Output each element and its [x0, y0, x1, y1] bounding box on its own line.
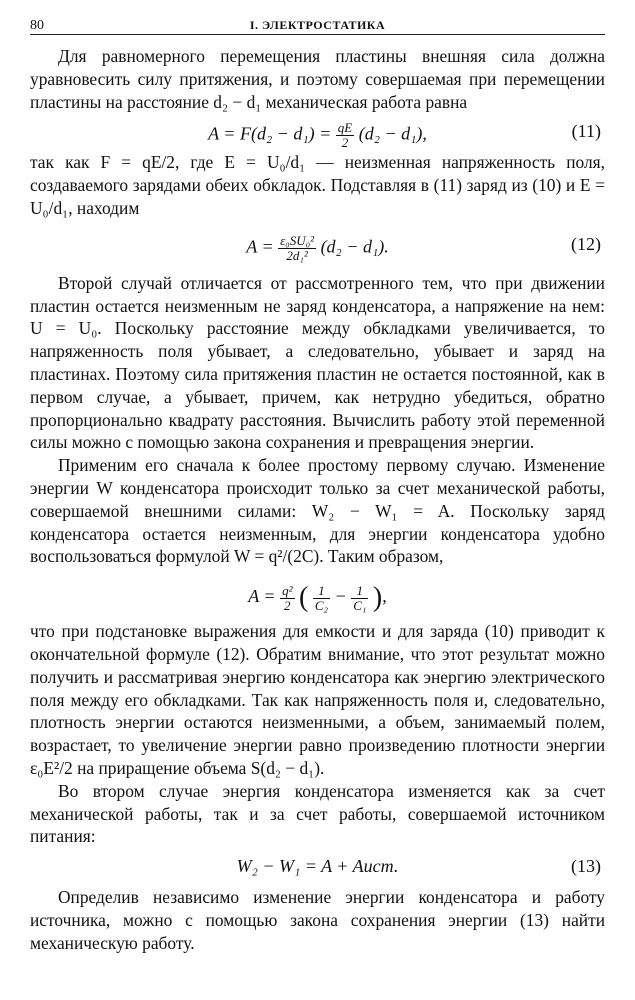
eqw-tail: , — [382, 586, 387, 607]
eqw-fraction-c2 — [313, 584, 330, 613]
left-paren: ( — [299, 582, 309, 614]
eqw-f2-num: 1 — [351, 584, 368, 599]
eqw-fraction-c1 — [351, 584, 368, 613]
equation-12-number: (12) — [571, 233, 601, 254]
right-paren: ) — [372, 582, 383, 614]
eqw-f2-den: C₁ — [353, 597, 367, 613]
eqw-lhs: A = — [248, 586, 276, 607]
eqw-fraction — [280, 584, 294, 613]
equation-12 — [30, 222, 605, 270]
eqw-f1-den: C₂ — [314, 597, 329, 613]
eq11-frac-den: 2 — [341, 135, 349, 151]
paragraph-7: Определив независимо изменение энергии конденсатора и работу источника, можно с помощью закона сохранения энергии (13) найти механическую работу. — [30, 887, 605, 953]
eq12-frac-num: ε₀SU₀² — [280, 232, 315, 248]
eq11-frac-num: qE — [337, 120, 353, 136]
equation-13-formula: W₂ − W₁ = A + Aист. — [236, 856, 399, 877]
eq12-frac-den: 2d₁² — [286, 247, 308, 263]
paragraph-3: Второй случай отличается от рассмотренного тем, что при движении пластин остается неизменным не заряд конденсатора, а напряжение на нем: U = U₀. Поскольку расстояние между обкладками увеличивается, то напряженность поля убывает, а следовательно, убывает и заряд на пластинах. Поэтому сила притяжения пластин не остается постоянной, как в первом случае, а убывает, причем, как нетрудно убедиться, обратно пропорционально квадрату расстояния. Вычислить работу этой переменной силы можно с помощью закона сохранения и превращения энергии. — [30, 272, 605, 453]
equation-13-number: (13) — [571, 856, 601, 877]
eq12-rhs: (d₂ − d₁). — [320, 236, 389, 257]
eq12-fraction — [278, 234, 316, 263]
equation-energy — [30, 570, 605, 618]
running-title: I. ЭЛЕКТРОСТАТИКА — [249, 18, 386, 32]
eqw-frac-den: 2 — [284, 597, 291, 613]
page-header — [30, 12, 605, 35]
eqw-f1-num: 1 — [313, 584, 330, 599]
page-number: 80 — [30, 18, 44, 33]
eqw-frac-num: q² — [282, 582, 293, 598]
equation-11 — [30, 115, 605, 149]
equation-13 — [30, 850, 605, 884]
eqw-minus: − — [334, 586, 347, 607]
paragraph-1: Для равномерного перемещения пластины внешняя сила должна уравновесить силу притяжения, и поэтому совершаемая при перемещении пластины на расстояние d₂ − d₁ механическая работа равна — [30, 46, 605, 112]
eq12-lhs: A = — [246, 236, 274, 257]
eq11-rhs: (d₂ − d₁), — [358, 124, 427, 145]
equation-11-number: (11) — [571, 121, 601, 142]
eq11-lhs: A = F(d₂ − d₁) = — [208, 124, 332, 145]
paragraph-2: так как F = qE/2, где E = U₀/d₁ — неизменная напряженность поля, создаваемого зарядами обеих обкладок. Подставляя в (11) заряд из (10) и E = U₀/d₁, находим — [30, 152, 605, 218]
equation-energy-formula — [30, 582, 605, 614]
equation-11-formula — [30, 121, 605, 150]
paragraph-5: что при подстановке выражения для емкости и для заряда (10) приводит к окончательной формуле (12). Обратим внимание, что этот результат можно получить и рассматривая энергию конденсатора как энергию электрического поля между его обкладками. Так как напряженность поля и, следовательно, плотность энергии остаются неизменными, а объем, занимаемый полем, возрастает, то увеличение энергии равно произведению плотности энергии ε₀E²/2 на приращение объема S(d₂ − d₁). — [30, 621, 605, 778]
eq11-fraction — [336, 121, 354, 150]
paragraph-6: Во втором случае энергия конденсатора изменяется как за счет механической работы, так и за счет работы, совершаемой источником питания: — [30, 780, 605, 847]
paragraph-4: Применим его сначала к более простому первому случаю. Изменение энергии W конденсатора происходит только за счет механической работы, совершаемой внешними силами: W₂ − W₁ = A. Поскольку заряд конденсатора остается неизменным, для энергии конденсатора удобно воспользоваться формулой W = q²/(2C). Таким образом, — [30, 455, 605, 567]
equation-12-formula — [30, 234, 605, 263]
